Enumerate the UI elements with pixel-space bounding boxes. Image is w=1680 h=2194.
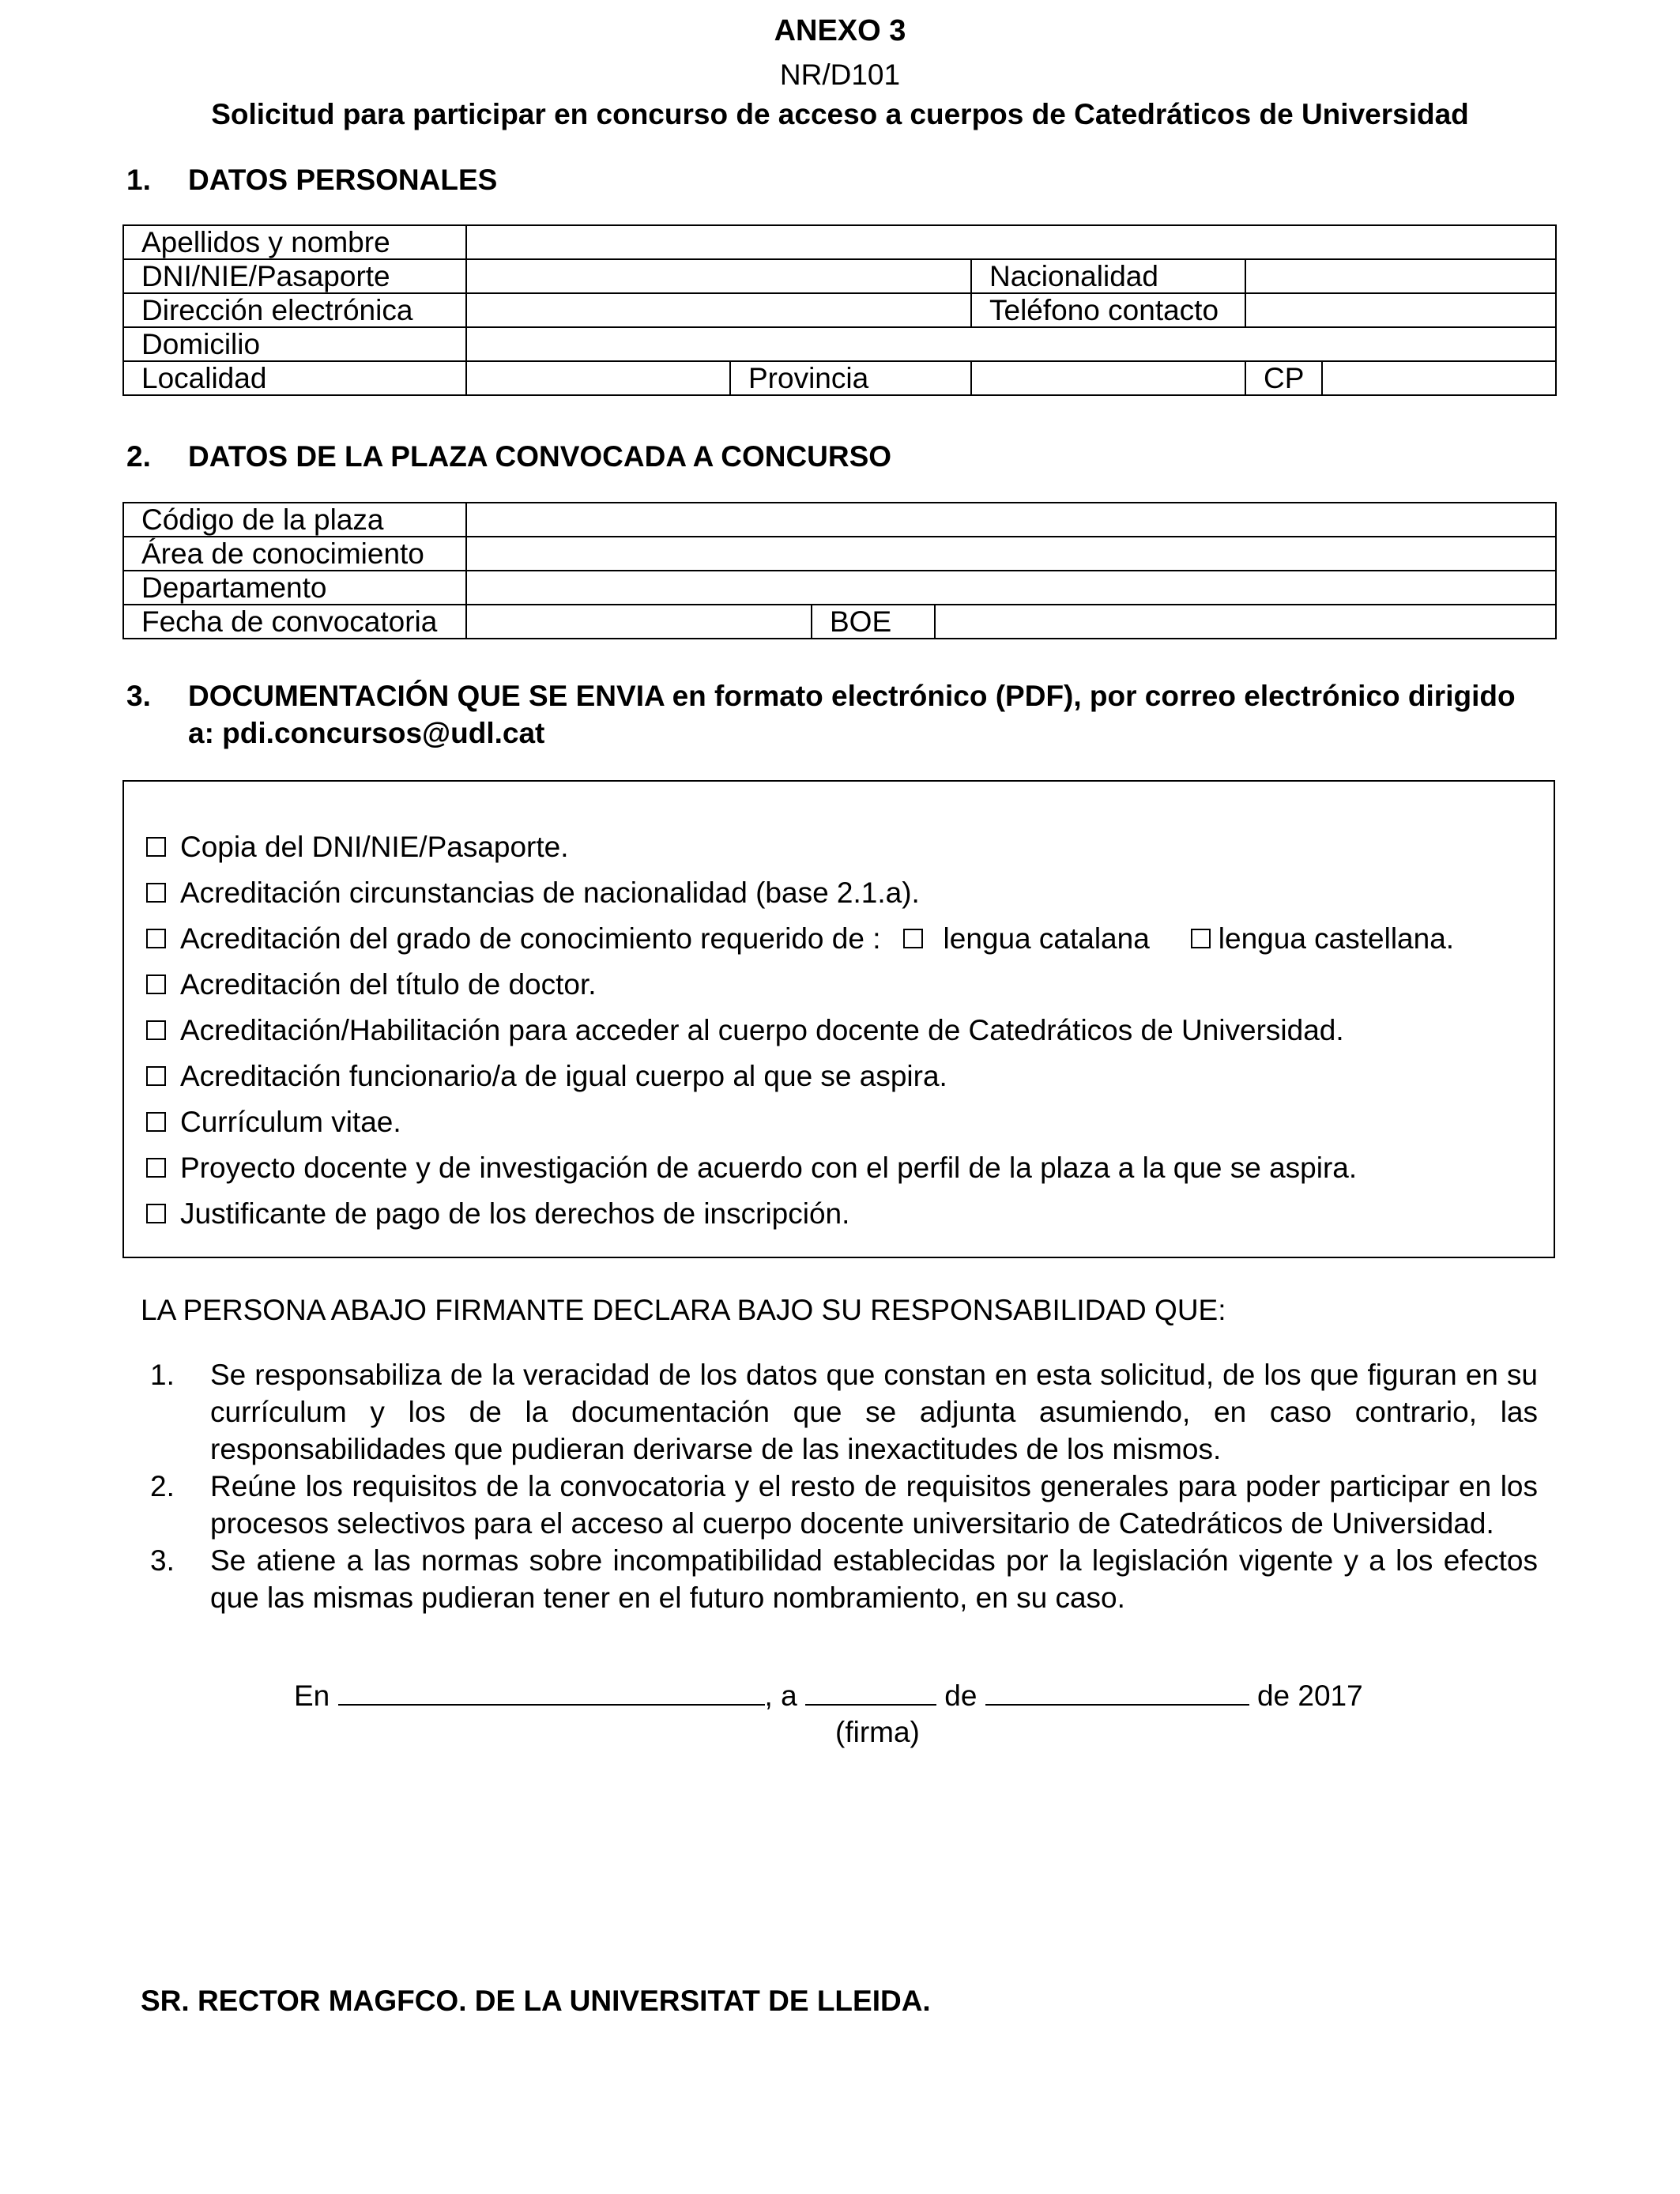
- declaration-number: 2.: [150, 1470, 175, 1502]
- checklist-label: Justificante de pago de los derechos de inscripción.: [180, 1197, 850, 1230]
- personal-data-table: [122, 224, 1557, 396]
- declaration-number: 3.: [150, 1544, 175, 1577]
- section-number: 1.: [126, 164, 151, 196]
- section-number: 2.: [126, 440, 151, 473]
- label-departamento: Departamento: [123, 571, 466, 605]
- signature-caption: (firma): [835, 1716, 920, 1748]
- declaration-item: [141, 1356, 1538, 1468]
- checklist-label: Copia del DNI/NIE/Pasaporte.: [180, 831, 569, 863]
- input-nacionalidad[interactable]: [1245, 259, 1556, 293]
- label-fecha: Fecha de convocatoria: [123, 605, 466, 639]
- table-row: [123, 571, 1556, 605]
- signature-line: [294, 1677, 1363, 1713]
- place-label: En: [294, 1679, 330, 1712]
- table-row: [123, 537, 1556, 571]
- input-localidad[interactable]: [466, 361, 730, 395]
- label-provincia: Provincia: [730, 361, 971, 395]
- checklist-item: [146, 1148, 1454, 1194]
- checklist-label: Proyecto docente y de investigación de acuerdo con el perfil de la plaza a la que se aspira.: [180, 1152, 1358, 1184]
- section-title: DATOS PERSONALES: [188, 164, 498, 196]
- label-area: Área de conocimiento: [123, 537, 466, 571]
- checklist-label: Acreditación/Habilitación para acceder al cuerpo docente de Catedráticos de Universidad.: [180, 1014, 1344, 1046]
- label-dni: DNI/NIE/Pasaporte: [123, 259, 466, 293]
- checklist-item: [146, 1011, 1454, 1057]
- label-email: Dirección electrónica: [123, 293, 466, 327]
- declaration-text: Se atiene a las normas sobre incompatibilidad establecidas por la legislación vigente y a los efectos que las mismas pudieran tener en el futuro nombramiento, en su caso.: [210, 1544, 1538, 1614]
- checkbox-nacionalidad[interactable]: [146, 883, 166, 903]
- document-title: Solicitud para participar en concurso de acceso a cuerpos de Catedráticos de Universidad: [211, 98, 1469, 130]
- year-label: de 2017: [1256, 1679, 1363, 1712]
- section-3-heading: [126, 677, 1549, 752]
- annex-code: NR/D101: [779, 58, 901, 91]
- label-telefono: Teléfono contacto: [971, 293, 1245, 327]
- label-boe: BOE: [812, 605, 935, 639]
- declaration-item: [141, 1542, 1538, 1616]
- checkbox-lengua-catalana[interactable]: [903, 929, 923, 948]
- input-telefono[interactable]: [1245, 293, 1556, 327]
- input-area[interactable]: [466, 537, 1556, 571]
- place-blank[interactable]: [338, 1677, 765, 1706]
- label-codigo: Código de la plaza: [123, 503, 466, 537]
- input-boe[interactable]: [935, 605, 1556, 639]
- declaration-heading: LA PERSONA ABAJO FIRMANTE DECLARA BAJO SU RESPONSABILIDAD QUE:: [141, 1294, 1226, 1326]
- month-label: de: [944, 1679, 977, 1712]
- input-departamento[interactable]: [466, 571, 1556, 605]
- checkbox-grado-conocimiento[interactable]: [146, 929, 166, 948]
- checkbox-curriculum[interactable]: [146, 1112, 166, 1132]
- input-provincia[interactable]: [971, 361, 1245, 395]
- addressee: SR. RECTOR MAGFCO. DE LA UNIVERSITAT DE LLEIDA.: [141, 1985, 931, 2017]
- checkbox-habilitacion[interactable]: [146, 1020, 166, 1040]
- section-title-line-2: a: pdi.concursos@udl.cat: [188, 717, 545, 749]
- label-localidad: Localidad: [123, 361, 466, 395]
- checklist-label: Currículum vitae.: [180, 1106, 401, 1138]
- input-apellidos[interactable]: [466, 225, 1556, 259]
- checklist-item: [146, 1103, 1454, 1148]
- declaration-text: Se responsabiliza de la veracidad de los datos que constan en esta solicitud, de los que figuran en su currículum y los de la documentación que se adjunta asumiendo, en caso contrario, las responsabilidades que pudieran derivarse de las inexactitudes de los mismos.: [210, 1359, 1538, 1465]
- checklist-item: [146, 919, 1454, 965]
- input-fecha[interactable]: [466, 605, 812, 639]
- section-number: 3.: [126, 680, 151, 712]
- checklist-item: [146, 1057, 1454, 1103]
- checkbox-dni[interactable]: [146, 837, 166, 857]
- input-domicilio[interactable]: [466, 327, 1556, 361]
- table-row: [123, 225, 1556, 259]
- table-row: [123, 361, 1556, 395]
- checklist-item: [146, 873, 1454, 919]
- month-blank[interactable]: [985, 1677, 1249, 1706]
- table-row: [123, 293, 1556, 327]
- checkbox-proyecto[interactable]: [146, 1158, 166, 1178]
- section-2-heading: [126, 440, 891, 473]
- table-row: [123, 259, 1556, 293]
- checklist-item: [146, 827, 1454, 873]
- section-1-heading: [126, 164, 497, 197]
- label-apellidos: Apellidos y nombre: [123, 225, 466, 259]
- documentation-checklist: [146, 827, 1454, 1240]
- position-data-table: [122, 502, 1557, 639]
- input-dni[interactable]: [466, 259, 971, 293]
- declaration-item: [141, 1468, 1538, 1542]
- label-cp: CP: [1245, 361, 1322, 395]
- declaration-list: [141, 1356, 1538, 1616]
- checkbox-lengua-castellana[interactable]: [1191, 929, 1211, 948]
- lengua-castellana-label: lengua castellana.: [1218, 922, 1455, 955]
- day-label: , a: [764, 1679, 797, 1712]
- lengua-catalana-label: lengua catalana: [943, 922, 1150, 955]
- checklist-label: Acreditación funcionario/a de igual cuerpo al que se aspira.: [180, 1060, 947, 1092]
- checklist-label: Acreditación del título de doctor.: [180, 968, 597, 1001]
- input-cp[interactable]: [1322, 361, 1556, 395]
- input-email[interactable]: [466, 293, 971, 327]
- checklist-item: [146, 1194, 1454, 1240]
- documentation-box: [122, 780, 1555, 1258]
- checkbox-funcionario[interactable]: [146, 1066, 166, 1086]
- checkbox-justificante[interactable]: [146, 1204, 166, 1223]
- declaration-number: 1.: [150, 1359, 175, 1391]
- section-title: DATOS DE LA PLAZA CONVOCADA A CONCURSO: [188, 440, 892, 473]
- label-nacionalidad: Nacionalidad: [971, 259, 1245, 293]
- label-domicilio: Domicilio: [123, 327, 466, 361]
- checklist-item: [146, 965, 1454, 1011]
- input-codigo[interactable]: [466, 503, 1556, 537]
- checklist-label: Acreditación circunstancias de nacionalidad (base 2.1.a).: [180, 876, 920, 909]
- checklist-label: Acreditación del grado de conocimiento requerido de :: [180, 922, 881, 955]
- section-title-line-1: DOCUMENTACIÓN QUE SE ENVIA en formato electrónico (PDF), por correo electrónico dirigido: [188, 680, 1516, 712]
- declaration-text: Reúne los requisitos de la convocatoria y el resto de requisitos generales para poder participar en los procesos selectivos para el acceso al cuerpo docente universitario de Catedráticos de Universidad.: [210, 1470, 1538, 1540]
- table-row: [123, 503, 1556, 537]
- day-blank[interactable]: [805, 1677, 936, 1706]
- table-row: [123, 327, 1556, 361]
- table-row: [123, 605, 1556, 639]
- checkbox-titulo-doctor[interactable]: [146, 974, 166, 994]
- annex-title: ANEXO 3: [774, 14, 906, 47]
